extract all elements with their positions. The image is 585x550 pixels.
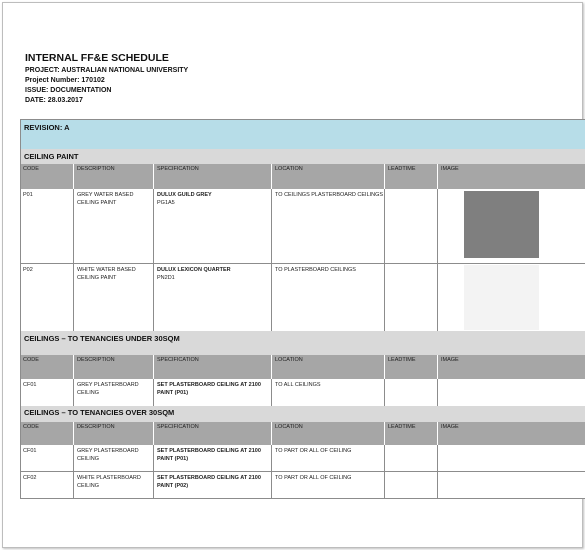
- cell-description: GREY PLASTERBOARD CEILING: [74, 379, 154, 406]
- col-header-image: IMAGE: [438, 422, 585, 445]
- spec-product: DULUX GUILD GREY: [157, 192, 212, 198]
- date: DATE: 28.03.2017: [25, 97, 83, 104]
- cell-code: CF02: [20, 472, 74, 498]
- cell-location: TO CEILINGS PLASTERBOARD CEILINGS: [272, 189, 385, 263]
- col-header-specification: SPECIFICATION: [154, 164, 272, 189]
- revision-band: [20, 119, 585, 149]
- cell-leadtime: [385, 264, 438, 331]
- spec-code: PG1A5: [157, 199, 175, 206]
- section-title-ceiling-paint: CEILING PAINT: [20, 149, 585, 164]
- cell-description: GREY PLASTERBOARD CEILING: [74, 445, 154, 471]
- spec-product: SET PLASTERBOARD CEILING AT 2100 PAINT (P02): [157, 475, 261, 489]
- cell-specification: [154, 189, 272, 263]
- spec-code: PN2D1: [157, 274, 175, 281]
- cell-location: TO PART OR ALL OF CEILING: [272, 472, 385, 498]
- project-number: Project Number: 170102: [25, 77, 105, 84]
- cell-image: [438, 445, 585, 471]
- col-header-leadtime: LEADTIME: [385, 355, 438, 379]
- cell-code: CF01: [20, 379, 74, 406]
- section-title-over-30sqm: CEILINGS – TO TENANCIES OVER 30SQM: [20, 406, 585, 422]
- cell-leadtime: [385, 472, 438, 498]
- col-header-description: DESCRIPTION: [74, 164, 154, 189]
- cell-leadtime: [385, 445, 438, 471]
- col-header-leadtime: LEADTIME: [385, 422, 438, 445]
- cell-description: WHITE WATER BASED CEILING PAINT: [74, 264, 154, 331]
- col-header-location: LOCATION: [272, 422, 385, 445]
- col-header-specification: SPECIFICATION: [154, 422, 272, 445]
- cell-specification: [154, 379, 272, 406]
- col-header-code: CODE: [20, 355, 74, 379]
- project-name: PROJECT: AUSTRALIAN NATIONAL UNIVERSITY: [25, 67, 189, 74]
- col-header-code: CODE: [20, 422, 74, 445]
- col-header-image: IMAGE: [438, 164, 585, 189]
- cell-specification: [154, 445, 272, 471]
- cell-location: TO PLASTERBOARD CEILINGS: [272, 264, 385, 331]
- cell-leadtime: [385, 379, 438, 406]
- cell-image: [438, 379, 585, 406]
- document-title: INTERNAL FF&E SCHEDULE: [25, 52, 169, 64]
- section-title-under-30sqm: CEILINGS – TO TENANCIES UNDER 30SQM: [20, 331, 585, 355]
- col-header-description: DESCRIPTION: [74, 355, 154, 379]
- cell-location: TO ALL CEILINGS: [272, 379, 385, 406]
- cell-code: P02: [20, 264, 74, 331]
- cell-code: P01: [20, 189, 74, 263]
- col-header-description: DESCRIPTION: [74, 422, 154, 445]
- cell-location: TO PART OR ALL OF CEILING: [272, 445, 385, 471]
- col-header-code: CODE: [20, 164, 74, 189]
- cell-description: GREY WATER BASED CEILING PAINT: [74, 189, 154, 263]
- spec-product: DULUX LEXICON QUARTER: [157, 267, 231, 273]
- col-header-specification: SPECIFICATION: [154, 355, 272, 379]
- spec-product: SET PLASTERBOARD CEILING AT 2100 PAINT (P01): [157, 448, 261, 462]
- spec-product: SET PLASTERBOARD CEILING AT 2100 PAINT (P01): [157, 382, 261, 396]
- table-left-border: [20, 119, 21, 499]
- paint-swatch-grey: [464, 191, 539, 258]
- col-header-location: LOCATION: [272, 355, 385, 379]
- issue: ISSUE: DOCUMENTATION: [25, 87, 112, 94]
- col-header-leadtime: LEADTIME: [385, 164, 438, 189]
- cell-specification: [154, 472, 272, 498]
- cell-specification: [154, 264, 272, 331]
- col-header-location: LOCATION: [272, 164, 385, 189]
- cell-leadtime: [385, 189, 438, 263]
- cell-image: [438, 472, 585, 498]
- revision-label: REVISION: A: [24, 123, 70, 132]
- cell-code: CF01: [20, 445, 74, 471]
- table-bottom-border: [20, 498, 585, 499]
- paint-swatch-white: [464, 265, 539, 330]
- col-header-image: IMAGE: [438, 355, 585, 379]
- cell-description: WHITE PLASTERBOARD CEILING: [74, 472, 154, 498]
